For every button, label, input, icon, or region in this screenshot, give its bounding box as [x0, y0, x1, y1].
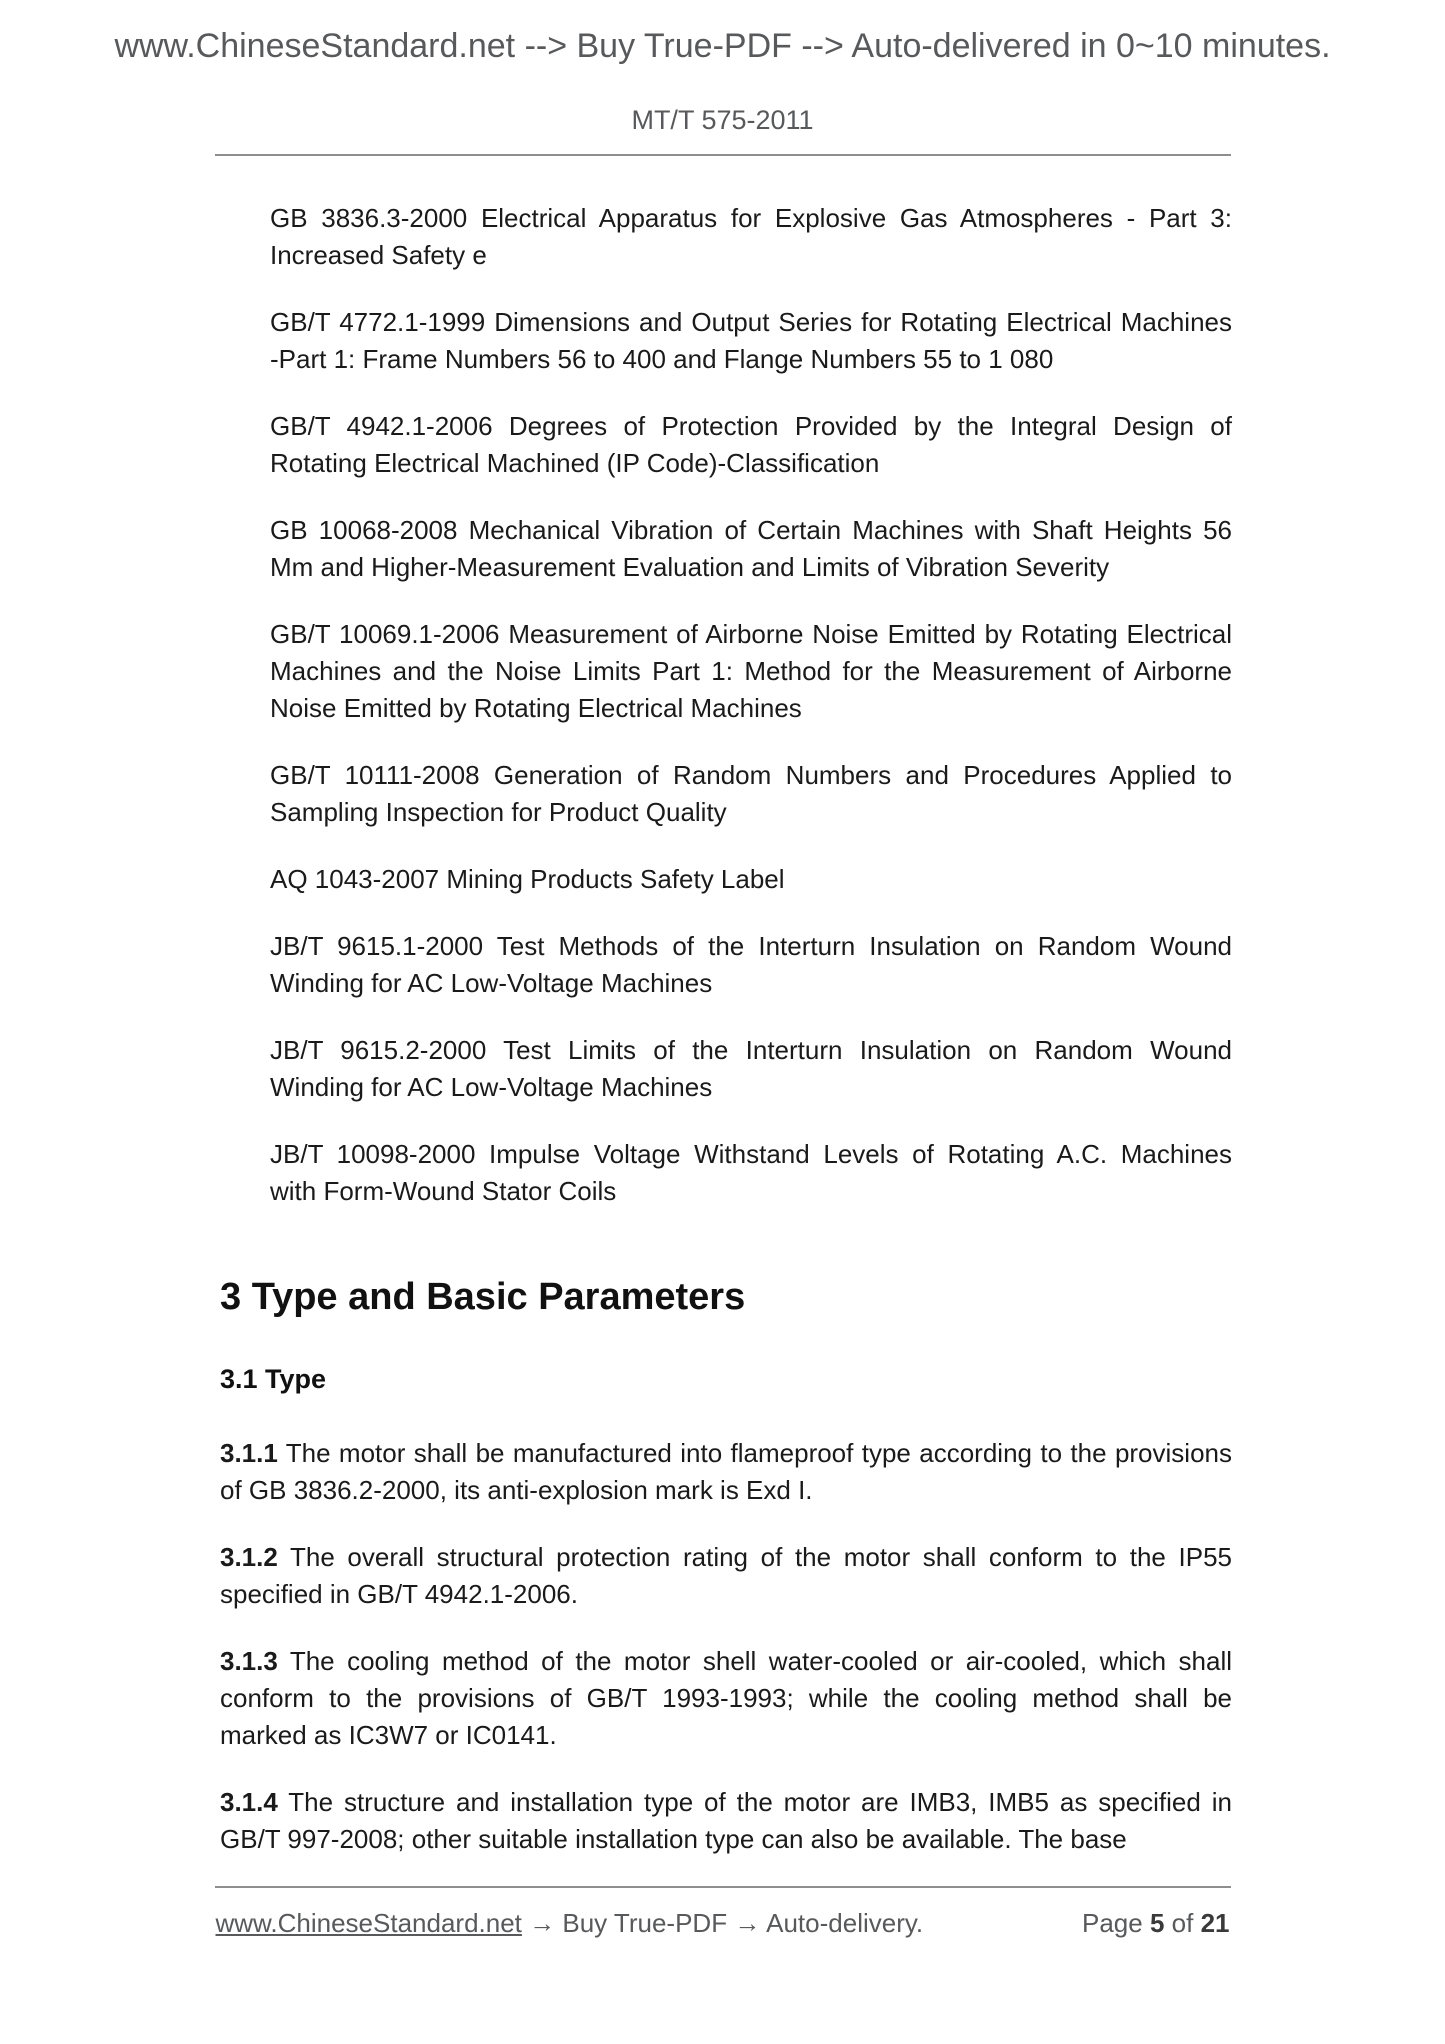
reference-line: GB/T 10069.1-2006 Measurement of Airborne Noise Emitted by Rotating Electrical: [270, 619, 1232, 649]
reference-item: [270, 408, 1232, 482]
clause-line: of GB 3836.2-2000, its anti-explosion mark is Exd I.: [220, 1475, 813, 1505]
reference-line: Rotating Electrical Machined (IP Code)-Classification: [270, 448, 880, 478]
clause-line: 3.1.1 The motor shall be manufactured into flameproof type according to the provisions: [220, 1438, 1232, 1468]
clause-line: 3.1.4 The structure and installation type of the motor are IMB3, IMB5 as specified in: [220, 1787, 1232, 1817]
page-indicator: [1082, 1906, 1230, 1940]
subsection-heading: 3.1 Type: [220, 1364, 327, 1394]
reference-line: JB/T 10098-2000 Impulse Voltage Withstand Levels of Rotating A.C. Machines: [270, 1139, 1232, 1169]
clause-line: 3.1.3 The cooling method of the motor shell water-cooled or air-cooled, which shall: [220, 1646, 1232, 1676]
page-footer: [216, 1906, 1230, 1940]
page-current: 5: [1149, 1908, 1165, 1938]
reference-item: [270, 304, 1232, 378]
reference-line: -Part 1: Frame Numbers 56 to 400 and Flange Numbers 55 to 1 080: [270, 344, 1054, 374]
footer-arrow-icon: →: [734, 1908, 761, 1938]
footer-arrow-icon: →: [529, 1908, 556, 1938]
clause-line: 3.1.2 The overall structural protection rating of the motor shall conform to the IP55: [220, 1542, 1232, 1572]
reference-line: Increased Safety e: [270, 240, 487, 270]
clause-number: 3.1.2: [220, 1542, 278, 1572]
reference-item: [270, 512, 1232, 586]
clauses-list: [220, 1435, 1232, 1858]
reference-item: [270, 200, 1232, 274]
page-of-label: of: [1171, 1908, 1194, 1938]
header-divider: [215, 154, 1231, 156]
clause-number: 3.1.4: [220, 1787, 278, 1817]
reference-line: Winding for AC Low-Voltage Machines: [270, 968, 713, 998]
reference-line: GB 3836.3-2000 Electrical Apparatus for Explosive Gas Atmospheres - Part 3:: [270, 203, 1232, 233]
page-label: Page: [1081, 1908, 1143, 1938]
references-list: [220, 200, 1232, 1210]
clause-item: [220, 1643, 1232, 1754]
doc-code: MT/T 575-2011: [631, 105, 814, 135]
clause-number: 3.1.1: [220, 1438, 278, 1468]
reference-item: [270, 757, 1232, 831]
reference-line: AQ 1043-2007 Mining Products Safety Label: [270, 864, 785, 894]
reference-line: GB/T 10111-2008 Generation of Random Numbers and Procedures Applied to: [270, 760, 1232, 790]
reference-line: Machines and the Noise Limits Part 1: Method for the Measurement of Airborne: [270, 656, 1232, 686]
reference-line: JB/T 9615.1-2000 Test Methods of the Interturn Insulation on Random Wound: [270, 931, 1232, 961]
footer-divider: [215, 1886, 1231, 1888]
clause-line: specified in GB/T 4942.1-2006.: [220, 1579, 578, 1609]
reference-item: [270, 1032, 1232, 1106]
footer-delivery-text: Auto-delivery.: [766, 1908, 924, 1938]
clause-line: marked as IC3W7 or IC0141.: [220, 1720, 557, 1750]
footer-buy-text: Buy True-PDF: [562, 1908, 728, 1938]
reference-line: Noise Emitted by Rotating Electrical Machines: [270, 693, 802, 723]
page-total: 21: [1200, 1908, 1230, 1938]
reference-line: GB/T 4772.1-1999 Dimensions and Output Series for Rotating Electrical Machines: [270, 307, 1232, 337]
reference-line: Sampling Inspection for Product Quality: [270, 797, 727, 827]
reference-line: with Form-Wound Stator Coils: [270, 1176, 617, 1206]
clause-item: [220, 1435, 1232, 1509]
header-tagline: www.ChineseStandard.net --> Buy True-PDF --> Auto-delivered in 0~10 minutes.: [114, 27, 1331, 65]
reference-item: [270, 861, 1232, 898]
reference-line: JB/T 9615.2-2000 Test Limits of the Interturn Insulation on Random Wound: [270, 1035, 1232, 1065]
reference-line: GB 10068-2008 Mechanical Vibration of Certain Machines with Shaft Heights 56: [270, 515, 1232, 545]
reference-item: [270, 1136, 1232, 1210]
reference-line: Winding for AC Low-Voltage Machines: [270, 1072, 713, 1102]
footer-left: [216, 1906, 924, 1940]
clause-line: conform to the provisions of GB/T 1993-1993; while the cooling method shall be: [220, 1683, 1232, 1713]
clause-line: GB/T 997-2008; other suitable installation type can also be available. The base: [220, 1824, 1127, 1854]
footer-site-link[interactable]: www.ChineseStandard.net: [215, 1908, 522, 1938]
clause-item: [220, 1539, 1232, 1613]
clause-item: [220, 1784, 1232, 1858]
reference-item: [270, 928, 1232, 1002]
page-content: [220, 200, 1232, 1858]
reference-line: Mm and Higher-Measurement Evaluation and Limits of Vibration Severity: [270, 552, 1110, 582]
section-heading: 3 Type and Basic Parameters: [220, 1276, 746, 1318]
clause-number: 3.1.3: [220, 1646, 278, 1676]
reference-item: [270, 616, 1232, 727]
reference-line: GB/T 4942.1-2006 Degrees of Protection Provided by the Integral Design of: [270, 411, 1232, 441]
